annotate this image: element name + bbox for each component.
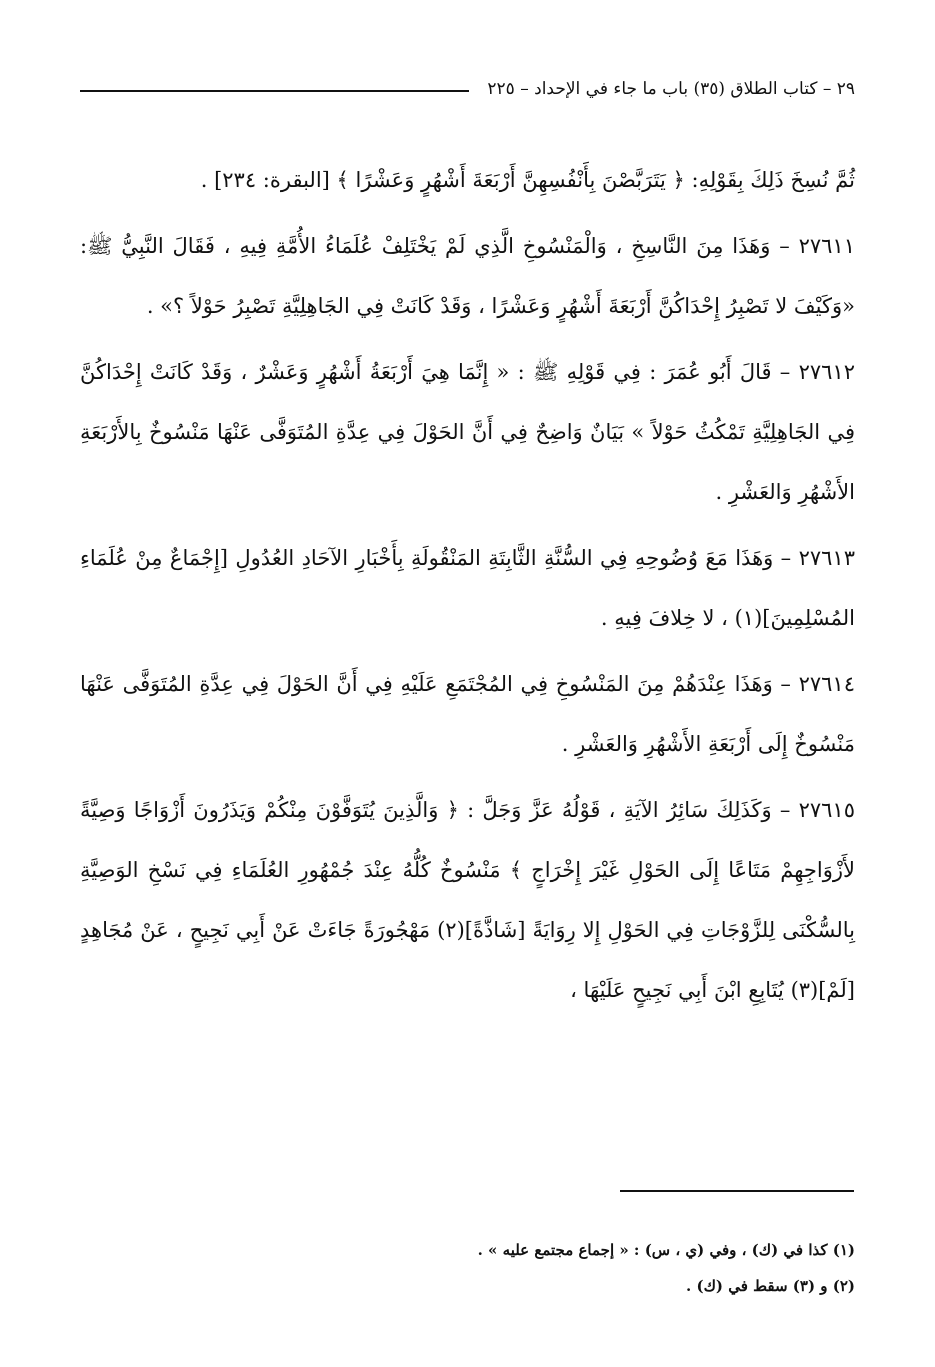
paragraph-text: – وَهَذَا عِنْدَهُمْ مِنَ المَنْسُوخِ فِي المُجْتَمَعِ عَلَيْهِ فِي أَنَّ الحَوْلَ فِي عِدَّةِ المُتَوَفَّى عَنْهَا مَنْسُوخٌ إِلَى أَرْبَعَةِ الأَشْهُرِ وَالعَشْرِ .	[80, 672, 855, 756]
paragraph-number: ٢٧٦١٣	[798, 546, 855, 570]
paragraph-number: ٢٧٦١٢	[798, 360, 855, 384]
paragraph-number: ٢٧٦١٤	[798, 672, 855, 696]
footnote-2: (٢) و (٣) سقط في (ك) .	[686, 1277, 855, 1295]
footnote-separator	[620, 1190, 854, 1192]
running-title: ٢٩ – كتاب الطلاق (٣٥) باب ما جاء في الإحداد – ٢٢٥	[487, 79, 855, 99]
paragraph-intro	[80, 150, 855, 210]
paragraph-27611	[80, 216, 855, 336]
running-header	[80, 72, 855, 106]
paragraph-text: – وَهَذَا مَعَ وُضُوحِهِ فِي السُّنَّةِ الثَّابِتَةِ المَنْقُولَةِ بِأَخْبَارِ الآحَادِ العُدُولِ [إِجْمَاعٌ مِنْ عُلَمَاءِ المُسْلِمِينَ](١) ، لا خِلافَ فِيهِ .	[80, 546, 855, 630]
paragraph-number: ٢٧٦١٥	[798, 798, 855, 822]
paragraph-27614	[80, 654, 855, 774]
footnotes	[80, 1232, 855, 1304]
header-rule	[80, 90, 469, 92]
paragraph-text: – وَهَذَا مِنَ النَّاسِخِ ، وَالْمَنْسُوخِ الَّذِي لَمْ يَخْتَلِفْ عُلَمَاءُ الأُمَّةِ فِيهِ ، فَقَالَ النَّبِيُّ ﷺ: «وَكَيْفَ لا تَصْبِرُ إِحْدَاكُنَّ أَرْبَعَةَ أَشْهُرٍ وَعَشْرًا ، وَقَدْ كَانَتْ فِي الجَاهِلِيَّةِ تَصْبِرُ حَوْلاً ؟» .	[80, 234, 855, 318]
paragraph-text: – وَكَذَلِكَ سَائِرُ الآيَةِ ، قَوْلُهُ عَزَّ وَجَلَّ : ﴿ وَالَّذِينَ يُتَوَفَّوْنَ مِنْكُمْ وَيَذَرُونَ أَزْوَاجًا وَصِيَّةً لأَزْوَاجِهِمْ مَتَاعًا إِلَى الحَوْلِ غَيْرَ إِخْرَاجٍ ﴾ مَنْسُوخٌ كُلُّهُ عِنْدَ جُمْهُورِ العُلَمَاءِ فِي نَسْخِ الوَصِيَّةِ بِالسُّكْنَى لِلزَّوْجَاتِ فِي الحَوْلِ إِلا رِوَايَةً [شَاذَّةً](٢) مَهْجُورَةً جَاءَتْ عَنْ أَبِي نَجِيحٍ ، عَنْ مُجَاهِدٍ [لَمْ](٣) يُتَابِعِ ابْنَ أَبِي نَجِيحٍ عَلَيْهَا ،	[80, 798, 855, 1002]
paragraph-27612	[80, 342, 855, 522]
footnote-1: (١) كذا في (ك) ، وفي (ي ، س) : « إجماع مجتمع عليه » .	[477, 1241, 855, 1259]
paragraph-text: ثُمَّ نُسِخَ ذَلِكَ بِقَوْلِهِ: ﴿ يَتَرَبَّصْنَ بِأَنْفُسِهِنَّ أَرْبَعَةَ أَشْهُرٍ وَعَشْرًا ﴾ [البقرة: ٢٣٤] .	[200, 168, 855, 192]
paragraph-text: – قَالَ أَبُو عُمَرَ : فِي قَوْلِهِ ﷺ : « إِنَّمَا هِيَ أَرْبَعَةُ أَشْهُرٍ وَعَشْرٌ ، وَقَدْ كَانَتْ إِحْدَاكُنَّ فِي الجَاهِلِيَّةِ تَمْكُثُ حَوْلاً » بَيَانٌ وَاضِحٌ فِي أَنَّ الحَوْلَ فِي عِدَّةِ المُتَوَفَّى عَنْهَا مَنْسُوخٌ بِالأَرْبَعَةِ الأَشْهُرِ وَالعَشْرِ .	[80, 360, 855, 504]
paragraph-27613	[80, 528, 855, 648]
paragraph-number: ٢٧٦١١	[798, 234, 855, 258]
paragraph-27615	[80, 780, 855, 1020]
main-text	[80, 150, 855, 1026]
